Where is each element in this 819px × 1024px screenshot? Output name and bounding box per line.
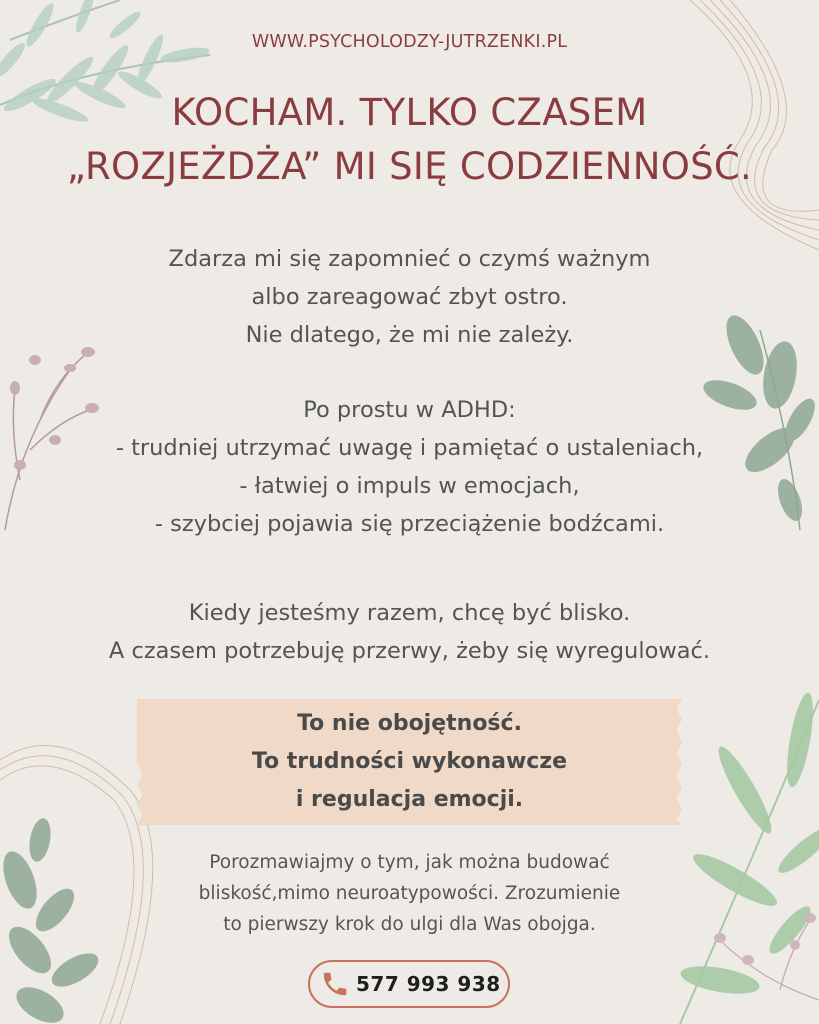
text-line: Zdarza mi się zapomnieć o czymś ważnym xyxy=(168,246,651,272)
text-line: Kiedy jesteśmy razem, chcę być blisko. xyxy=(188,600,631,626)
phone-number[interactable]: 577 993 938 xyxy=(356,972,501,996)
footer-text xyxy=(0,847,819,940)
paragraph-adhd-list xyxy=(0,391,819,543)
list-item: - szybciej pojawia się przeciążenie bodźcami. xyxy=(154,511,665,537)
title-line: KOCHAM. TYLKO CZASEM xyxy=(171,91,648,134)
callout-line: To nie obojętność. xyxy=(297,711,522,736)
text-line: Nie dlatego, że mi nie zależy. xyxy=(245,322,574,348)
page-title xyxy=(0,86,819,194)
text-line: A czasem potrzebuję przerwy, żeby się wyregulować. xyxy=(108,638,711,664)
title-line: „ROZJEŻDŻA” MI SIĘ CODZIENNOŚĆ. xyxy=(66,145,753,188)
text-line: Po prostu w ADHD: xyxy=(303,397,516,423)
footer-line: Porozmawiajmy o tym, jak można budować xyxy=(209,852,610,873)
callout-line: To trudności wykonawcze xyxy=(251,749,568,774)
paragraph-together xyxy=(0,594,819,670)
text-line: albo zareagować zbyt ostro. xyxy=(251,284,568,310)
list-item: - trudniej utrzymać uwagę i pamiętać o ustaleniach, xyxy=(115,435,704,461)
paragraph-intro xyxy=(0,240,819,354)
footer-line: to pierwszy krok do ulgi dla Was obojga. xyxy=(223,914,596,935)
footer-line: bliskość,mimo neuroatypowości. Zrozumienie xyxy=(198,883,621,904)
callout-text xyxy=(137,705,682,819)
list-item: - łatwiej o impuls w emocjach, xyxy=(239,473,580,499)
website-url[interactable]: WWW.PSYCHOLODZY-JUTRZENKI.PL xyxy=(251,32,568,52)
callout-line: i regulacja emocji. xyxy=(295,787,524,812)
phone-icon xyxy=(320,968,350,1000)
